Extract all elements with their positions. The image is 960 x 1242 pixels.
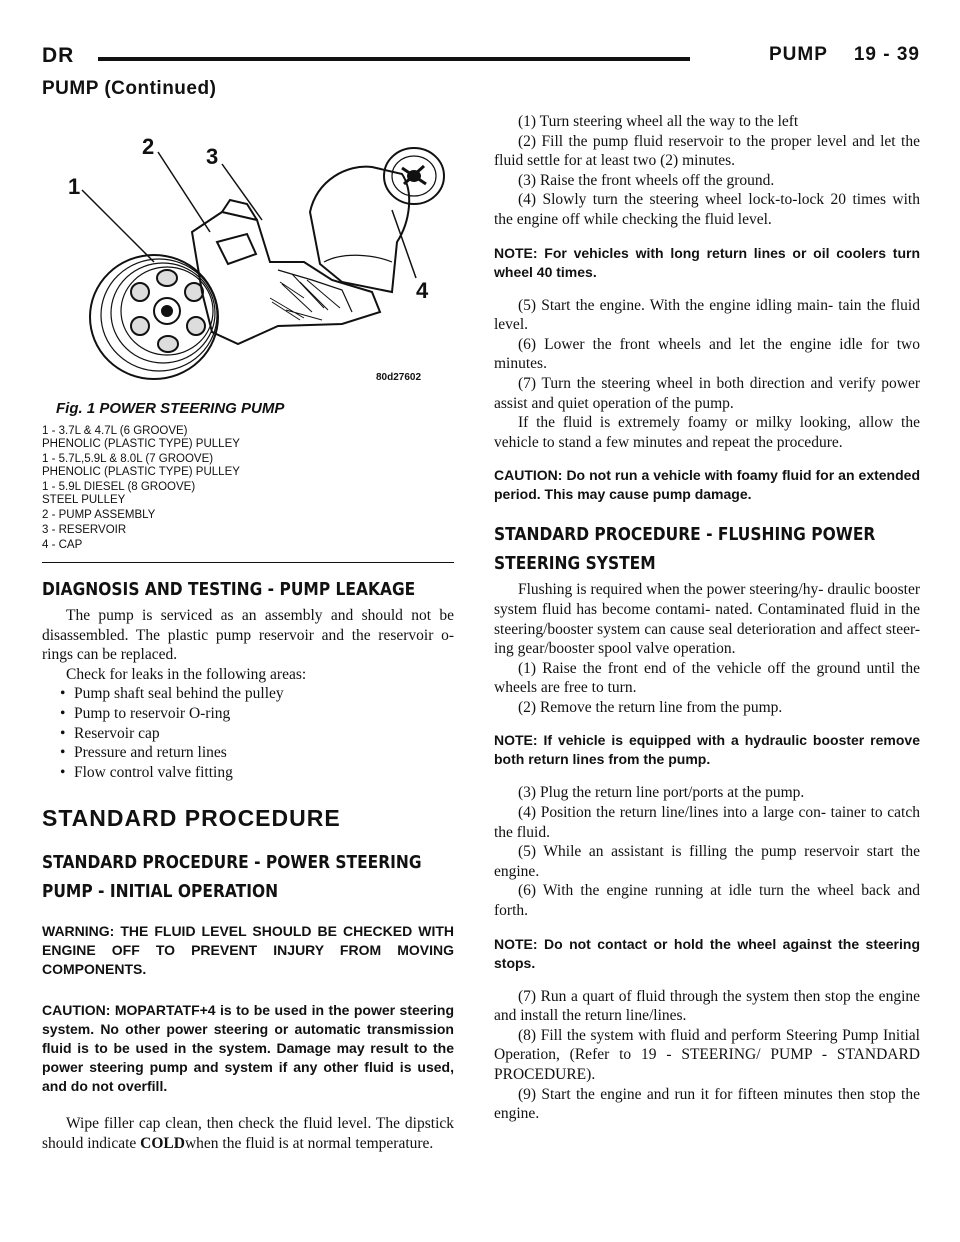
header-right: [749, 44, 920, 66]
right-column: [494, 112, 920, 1124]
step: If the fluid is extremely foamy or milky looking, allow the vehicle to stand a few minutes and repeat the procedure.: [494, 414, 920, 451]
step: (7) Run a quart of fluid through the system then stop the engine and install the return line/lines.: [494, 987, 920, 1025]
legend-item: 2 - PUMP ASSEMBLY: [42, 509, 156, 521]
header-page-number: 19 - 39: [853, 44, 920, 65]
legend-item: 1 - 5.7L,5.9L & 8.0L (7 GROOVE) PHENOLIC (PLASTIC TYPE) PULLEY: [42, 453, 240, 478]
step: (3) Plug the return line port/ports at the pump.: [518, 784, 805, 802]
note-steering-stops: NOTE: Do not contact or hold the wheel against the steering stops.: [494, 935, 920, 971]
left-column: [42, 112, 454, 1154]
leakage-check: Check for leaks in the following areas:: [66, 665, 307, 683]
standard-procedure-heading: STANDARD PROCEDURE: [42, 805, 341, 832]
header-manual-code: DR: [42, 44, 75, 67]
step: (4) Position the return line/lines into a large con- tainer to catch the fluid.: [494, 804, 920, 841]
figure-legend: [42, 425, 454, 563]
callout-4: 4: [416, 278, 429, 303]
step: (2) Remove the return line from the pump.: [518, 698, 783, 716]
figure-image-id: 80d27602: [376, 372, 422, 383]
note-long-return-lines: NOTE: For vehicles with long return lines or oil coolers turn wheel 40 times.: [494, 244, 920, 280]
trademark-mark: T: [165, 1002, 174, 1019]
continued-title: PUMP (Continued): [42, 78, 217, 99]
header-section: PUMP: [769, 44, 828, 65]
step: (7) Turn the steering wheel in both direction and verify power assist and quiet operation of the pump.: [494, 374, 920, 412]
step: (1) Raise the front end of the vehicle off the ground until the wheels are free to turn.: [494, 659, 920, 697]
step: (5) Start the engine. With the engine idling main- tain the fluid level.: [494, 296, 920, 334]
legend-item: 1 - 5.9L DIESEL (8 GROOVE) STEEL PULLEY: [42, 481, 196, 506]
list-item: • Pump shaft seal behind the pulley: [62, 684, 454, 704]
callout-3: 3: [206, 144, 219, 169]
legend-item: 4 - CAP: [42, 539, 83, 551]
callout-1: 1: [68, 174, 81, 199]
leak-check-list: [42, 684, 454, 782]
flushing-intro: Flushing is required when the power steering/hy- draulic booster system fluid has become contami- nated. Contaminated fluid in the steering/booster system can cause seal deterioration and affect steer- ing gear/booster spool valve operation.: [494, 581, 920, 658]
leakage-heading: DIAGNOSIS AND TESTING - PUMP LEAKAGE: [42, 579, 416, 600]
leakage-para: The pump is serviced as an assembly and should not be disassembled. The plastic pump reservoir and the reservoir o-rings can be replaced.: [42, 607, 454, 664]
pump-figure: [42, 112, 454, 398]
flushing-heading-line1: STANDARD PROCEDURE - FLUSHING POWER: [494, 524, 876, 546]
list-item: • Flow control valve fitting: [62, 763, 454, 783]
step: (5) While an assistant is filling the pump reservoir start the engine.: [494, 843, 920, 880]
list-item: • Pressure and return lines: [62, 743, 454, 763]
step: (4) Slowly turn the steering wheel lock-to-lock 20 times with the engine off while checking the fluid level.: [494, 191, 920, 228]
pump-body: [192, 212, 380, 344]
legend-item: 1 - 3.7L & 4.7L (6 GROOVE) PHENOLIC (PLASTIC TYPE) PULLEY: [42, 425, 240, 450]
cold-mark: COLD: [140, 1134, 185, 1152]
figure-caption: Fig. 1 POWER STEERING PUMP: [56, 400, 285, 417]
header-rule: [98, 57, 690, 61]
step: (8) Fill the system with fluid and perform Steering Pump Initial Operation, (Refer to 19 - STEERING/ PUMP - STANDARD PROCEDURE).: [494, 1026, 920, 1083]
step: (6) With the engine running at idle turn the wheel back and forth.: [494, 882, 920, 920]
initial-operation-heading-line2: PUMP - INITIAL OPERATION: [42, 881, 279, 903]
initial-operation-heading-line1: STANDARD PROCEDURE - POWER STEERING: [42, 852, 422, 874]
warning-note: WARNING: THE FLUID LEVEL SHOULD BE CHECKED WITH ENGINE OFF TO PREVENT INJURY FROM MOVING COMPONENTS.: [42, 923, 454, 978]
step: (6) Lower the front wheels and let the engine idle for two minutes.: [494, 335, 920, 373]
list-item: • Pump to reservoir O-ring: [62, 704, 454, 724]
callout-2: 2: [142, 134, 155, 159]
step: (3) Raise the front wheels off the ground.: [518, 171, 775, 189]
step: (1) Turn steering wheel all the way to the left: [518, 113, 799, 130]
power-steering-pump-illustration: [42, 112, 454, 398]
caution-foamy-fluid: CAUTION: Do not run a vehicle with foamy fluid for an extended period. This may cause pump damage.: [494, 467, 920, 503]
flushing-heading-line2: STEERING SYSTEM: [494, 553, 656, 575]
wipe-cap-para: Wipe filler cap clean, then check the fluid level. The dipstick should indicate COLDwhen the fluid is at normal temperature.: [42, 1115, 454, 1152]
list-item: • Reservoir cap: [62, 724, 454, 744]
page-header: [42, 42, 920, 78]
step: (9) Start the engine and run it for fifteen minutes then stop the engine.: [494, 1085, 920, 1123]
caution-note: CAUTION: MOPARTATF+4 is to be used in the power steering system. No other power steering or automatic transmission fluid is to be used in the system. Damage may result to the power steering pump and system if any other fluid is used, and do not overfill.: [42, 1002, 454, 1095]
note-hydraulic-booster: NOTE: If vehicle is equipped with a hydraulic booster remove both return lines from the pump.: [494, 732, 920, 768]
step: (2) Fill the pump fluid reservoir to the proper level and let the fluid settle for at least two (2) minutes.: [494, 132, 920, 170]
legend-item: 3 - RESERVOIR: [42, 524, 127, 536]
